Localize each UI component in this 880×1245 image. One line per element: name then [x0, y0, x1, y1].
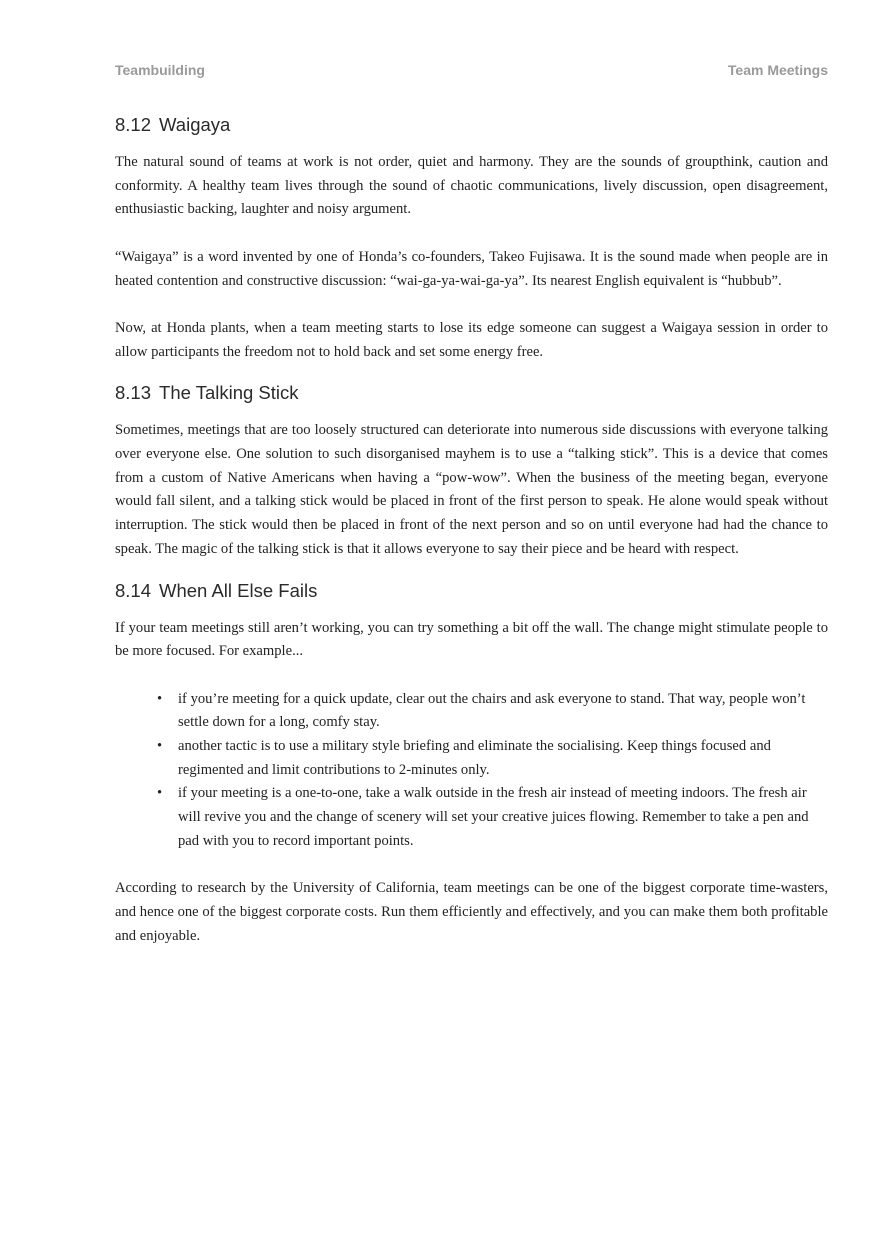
list-item-text: if you’re meeting for a quick update, clear out the chairs and ask everyone to stand. That way, people won’t settle down for a long, comfy stay. [178, 690, 806, 731]
section-number: 8.14 [115, 579, 152, 601]
header-book-title: Teambuilding [115, 62, 205, 78]
section-title: When All Else Fails [159, 579, 318, 601]
list-item [157, 735, 828, 782]
section-number: 8.13 [115, 382, 152, 404]
section-heading [115, 381, 828, 405]
paragraph: If your team meetings still aren’t working, you can try something a bit off the wall. The change might stimulate people to be more focused. For example... [115, 619, 828, 660]
paragraph: “Waigaya” is a word invented by one of Honda’s co-founders, Takeo Fujisawa. It is the sound made when people are in heated contention and constructive discussion: “wai-ga-ya-wai-ga-ya”. Its nearest English equivalent is “hubbub”. [115, 248, 828, 289]
header-chapter-title: Team Meetings [727, 62, 828, 78]
running-header [115, 62, 828, 82]
list-item-text: another tactic is to use a military style briefing and eliminate the socialising. Keep things focused and regimented and limit contributions to 2-minutes only. [178, 738, 771, 778]
paragraph: Now, at Honda plants, when a team meeting starts to lose its edge someone can suggest a Waigaya session in order to allow participants the freedom not to hold back and set some energy free. [115, 319, 828, 360]
section-title: Waigaya [159, 114, 231, 135]
section-talking-stick [115, 381, 828, 561]
page-content [115, 113, 828, 972]
bullet-icon: • [157, 738, 163, 755]
section-heading [115, 579, 828, 603]
paragraph: According to research by the University of California, team meetings can be one of the biggest corporate time-wasters, and hence one of the biggest corporate costs. Run them efficiently and effectively, and you can make them both profitable and enjoyable. [115, 880, 828, 944]
section-number: 8.12 [115, 114, 152, 135]
paragraph: The natural sound of teams at work is not order, quiet and harmony. They are the sounds of groupthink, caution and conformity. A healthy team lives through the sound of chaotic communications, lively discussion, open disagreement, enthusiastic backing, laughter and noisy argument. [115, 154, 828, 218]
bullet-icon: • [157, 785, 163, 802]
list-item-text: if your meeting is a one-to-one, take a walk outside in the fresh air instead of meeting indoors. The fresh air will revive you and the change of scenery will set your creative juices flowing. Remember to take a pen and pad with you to record important points. [178, 785, 809, 849]
bullet-list [115, 688, 828, 854]
list-item [157, 782, 828, 853]
section-when-all-else-fails [115, 579, 828, 949]
section-waigaya [115, 113, 828, 364]
section-heading [115, 113, 828, 137]
list-item [157, 688, 828, 735]
paragraph: Sometimes, meetings that are too loosely structured can deteriorate into numerous side discussions with everyone talking over everyone else. One solution to such disorganised mayhem is to use a “talking stick”. This is a device that comes from a custom of Native Americans when having a “pow-wow”. When the business of the meeting began, everyone would fall silent, and a talking stick would be placed in front of the first person to speak. He alone would speak without interruption. The stick would then be placed in front of the next person and so on until everyone had had the chance to speak. The magic of the talking stick is that it allows everyone to say their piece and be heard with respect. [115, 422, 828, 557]
bullet-icon: • [157, 690, 163, 707]
section-title: The Talking Stick [159, 382, 299, 404]
